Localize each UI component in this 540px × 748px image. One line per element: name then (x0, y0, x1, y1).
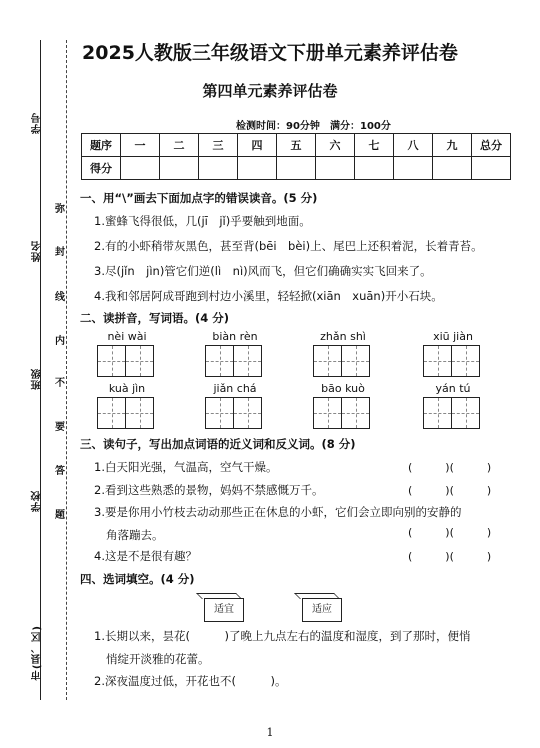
seal-char: 不 (55, 378, 65, 389)
question-3-2: 2.看到这些熟悉的景物，妈妈不禁感慨万千。 (94, 483, 324, 497)
pinyin-label: yán tú (435, 382, 471, 395)
section-1-heading: 一、用“\”画去下面加点字的错误读音。(5 分) (80, 191, 318, 205)
writing-grid[interactable] (97, 397, 154, 429)
writing-grid[interactable] (423, 397, 480, 429)
pinyin-label: nèi wài (107, 330, 147, 343)
writing-grid[interactable] (423, 345, 480, 377)
score-table-cell: 七 (355, 134, 394, 157)
writing-grid[interactable] (205, 345, 262, 377)
question-4-1-cont: 悄绽开淡雅的花蕾。 (106, 652, 210, 666)
score-input-cell[interactable] (160, 157, 199, 180)
pinyin-label: biàn rèn (212, 330, 258, 343)
writing-grid[interactable] (313, 397, 370, 429)
writing-grid[interactable] (97, 345, 154, 377)
score-table-cell: 九 (433, 134, 472, 157)
score-table-cell: 总分 (472, 134, 511, 157)
seal-char: 要 (55, 422, 65, 433)
seal-char: 题 (55, 510, 65, 521)
score-table (81, 133, 511, 180)
question-1-2: 2.有的小虾稍带灰黑色，甚至背(bēi bèi)上、尾巴上还积着泥，长着青苔。 (94, 239, 483, 253)
score-input-cell[interactable] (433, 157, 472, 180)
score-table-cell: 五 (277, 134, 316, 157)
word-option-box: 适宜 (204, 598, 244, 622)
score-table-cell: 二 (160, 134, 199, 157)
writing-grid[interactable] (205, 397, 262, 429)
pinyin-label: kuà jìn (108, 382, 146, 395)
question-1-3: 3.尽(jǐn jìn)管它们逆(lì nì)风而飞，但它们确确实实飞回来了。 (94, 264, 432, 278)
answer-parens[interactable]: ( )( ) (408, 484, 492, 497)
score-input-cell[interactable] (316, 157, 355, 180)
full-score: 满分：100分 (330, 121, 391, 132)
score-table-cell: 得分 (82, 157, 121, 180)
question-1-1: 1.蜜蜂飞得很低，几(jī jǐ)乎要触到地面。 (94, 214, 311, 228)
name-label: 姓名 (32, 240, 43, 262)
pinyin-label: bāo kuò (321, 382, 365, 395)
district-label: 市(县、区) (32, 625, 43, 681)
question-3-3-cont: 角落蹦去。 (106, 528, 164, 542)
seal-char: 封 (55, 247, 65, 258)
question-3-1: 1.白天阳光强，气温高，空气干燥。 (94, 460, 278, 474)
score-input-cell[interactable] (355, 157, 394, 180)
score-table-cell: 八 (394, 134, 433, 157)
student-id-label: 学号 (32, 112, 43, 134)
question-1-4: 4.我和邻居阿成哥跑到村边小溪里，轻轻掀(xiān xuān)开小石块。 (94, 289, 443, 303)
page-number: 1 (266, 726, 274, 739)
section-2-heading: 二、读拼音，写词语。(4 分) (80, 311, 230, 325)
question-3-3: 3.要是你用小竹枝去动动那些正在休息的小虾，它们会立即向别的安静的 (94, 505, 462, 519)
score-table-cell: 三 (199, 134, 238, 157)
score-table-cell: 六 (316, 134, 355, 157)
writing-grid[interactable] (313, 345, 370, 377)
pinyin-label: jiǎn chá (213, 382, 257, 395)
question-4-2: 2.深夜温度过低，开花也不( )。 (94, 674, 287, 688)
page-title: 2025人教版三年级语文下册单元素养评估卷 (82, 42, 458, 64)
answer-parens[interactable]: ( )( ) (408, 550, 492, 563)
seal-char: 弥 (55, 204, 65, 215)
pinyin-label: xiū jiàn (433, 330, 473, 343)
score-input-cell[interactable] (472, 157, 511, 180)
school-label: 学校 (32, 490, 43, 512)
page-subtitle: 第四单元素养评估卷 (202, 82, 338, 100)
class-label: 班级 (32, 368, 43, 390)
answer-parens[interactable]: ( )( ) (408, 526, 492, 539)
score-table-cell: 一 (121, 134, 160, 157)
pinyin-label: zhǎn shì (320, 330, 366, 343)
seal-char: 答 (55, 466, 65, 477)
score-input-cell[interactable] (121, 157, 160, 180)
score-input-cell[interactable] (238, 157, 277, 180)
score-table-score-row (82, 157, 511, 180)
score-input-cell[interactable] (277, 157, 316, 180)
seal-char: 线 (55, 292, 65, 303)
score-input-cell[interactable] (199, 157, 238, 180)
score-table-header-row (82, 134, 511, 157)
question-4-1: 1.长期以来，昙花( )了晚上九点左右的温度和湿度，到了那时，便悄 (94, 629, 471, 643)
score-input-cell[interactable] (394, 157, 433, 180)
seal-char: 内 (55, 336, 65, 347)
score-table-cell: 四 (238, 134, 277, 157)
word-option-box: 适应 (302, 598, 342, 622)
answer-parens[interactable]: ( )( ) (408, 461, 492, 474)
question-3-4: 4.这是不是很有趣？ (94, 549, 197, 563)
section-4-heading: 四、选词填空。(4 分) (80, 572, 195, 586)
exam-time: 检测时间：90分钟 (236, 121, 320, 132)
section-3-heading: 三、读句子，写出加点词语的近义词和反义词。(8 分) (80, 437, 356, 451)
score-table-cell: 题序 (82, 134, 121, 157)
binding-line-dashed (66, 40, 67, 700)
